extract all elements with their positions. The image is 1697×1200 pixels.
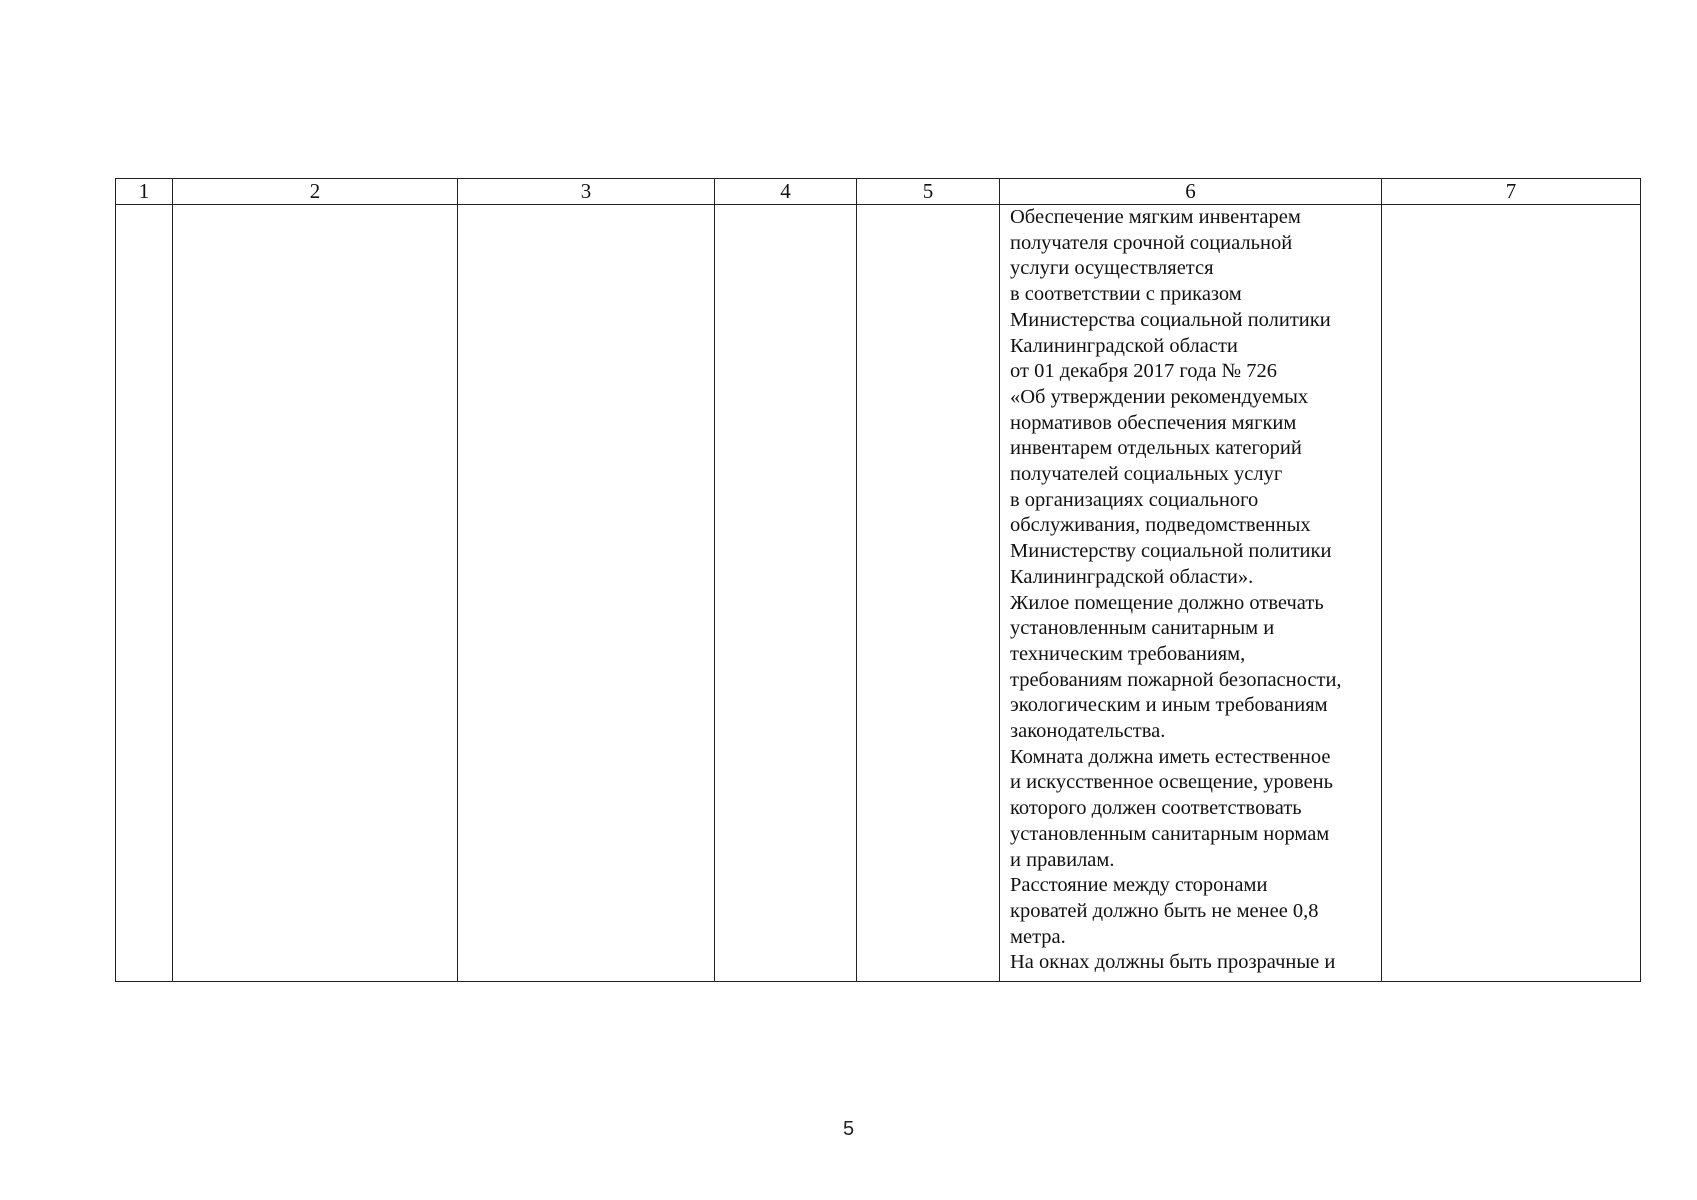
column-header-2: 2 [173,179,458,205]
header-row [116,179,1641,205]
text-line: Комната должна иметь естественное [1010,745,1331,768]
text-line: Расстояние между сторонами [1010,874,1268,897]
cell-col-4 [715,205,857,982]
text-line: в организациях социального [1010,488,1259,511]
text-line: техническим требованиям, [1010,642,1246,665]
text-line: экологическим и иным требованиям [1010,694,1328,717]
text-line: На окнах должны быть прозрачные и [1010,951,1336,974]
text-line: законодательства. [1010,720,1166,743]
text-line: Калининградской области». [1010,565,1254,588]
text-line: получателей социальных услуг [1010,463,1283,486]
text-line: инвентарем отдельных категорий [1010,437,1302,460]
text-line: Калининградской области [1010,334,1238,357]
text-line: метра. [1010,925,1066,948]
requirements-text [1000,205,1381,981]
text-line: Обеспечение мягким инвентарем [1010,206,1301,228]
text-line: от 01 декабря 2017 года № 726 [1010,360,1277,383]
text-line: «Об утверждении рекомендуемых [1010,385,1309,408]
text-line: требованиям пожарной безопасности, [1010,668,1342,691]
cell-col-1 [116,205,173,982]
column-header-7: 7 [1382,179,1641,205]
table-row [116,205,1641,982]
text-line: нормативов обеспечения мягким [1010,411,1297,434]
text-line: получателя срочной социальной [1010,231,1293,254]
text-line: и правилам. [1010,848,1115,871]
text-line: и искусственное освещение, уровень [1010,771,1333,794]
text-line: которого должен соответствовать [1010,797,1302,820]
text-line: обслуживания, подведомственных [1010,514,1311,537]
cell-col-2 [173,205,458,982]
column-header-4: 4 [715,179,857,205]
cell-col-5 [857,205,1000,982]
column-header-3: 3 [458,179,715,205]
cell-col-3 [458,205,715,982]
text-line: Жилое помещение должно отвечать [1010,591,1324,614]
column-header-5: 5 [857,179,1000,205]
page-number: 5 [842,1118,855,1140]
text-line: Министерству социальной политики [1010,540,1332,563]
cell-col-6 [1000,205,1382,982]
column-header-6: 6 [1000,179,1382,205]
text-line: Министерства социальной политики [1010,308,1331,331]
text-line: кроватей должно быть не менее 0,8 [1010,899,1319,922]
text-line: в соответствии с приказом [1010,283,1242,306]
document-table [115,178,1641,982]
column-header-1: 1 [116,179,173,205]
cell-col-7 [1382,205,1641,982]
text-line: услуги осуществляется [1010,257,1214,280]
text-line: установленным санитарным и [1010,617,1275,640]
text-line: установленным санитарным нормам [1010,822,1330,845]
